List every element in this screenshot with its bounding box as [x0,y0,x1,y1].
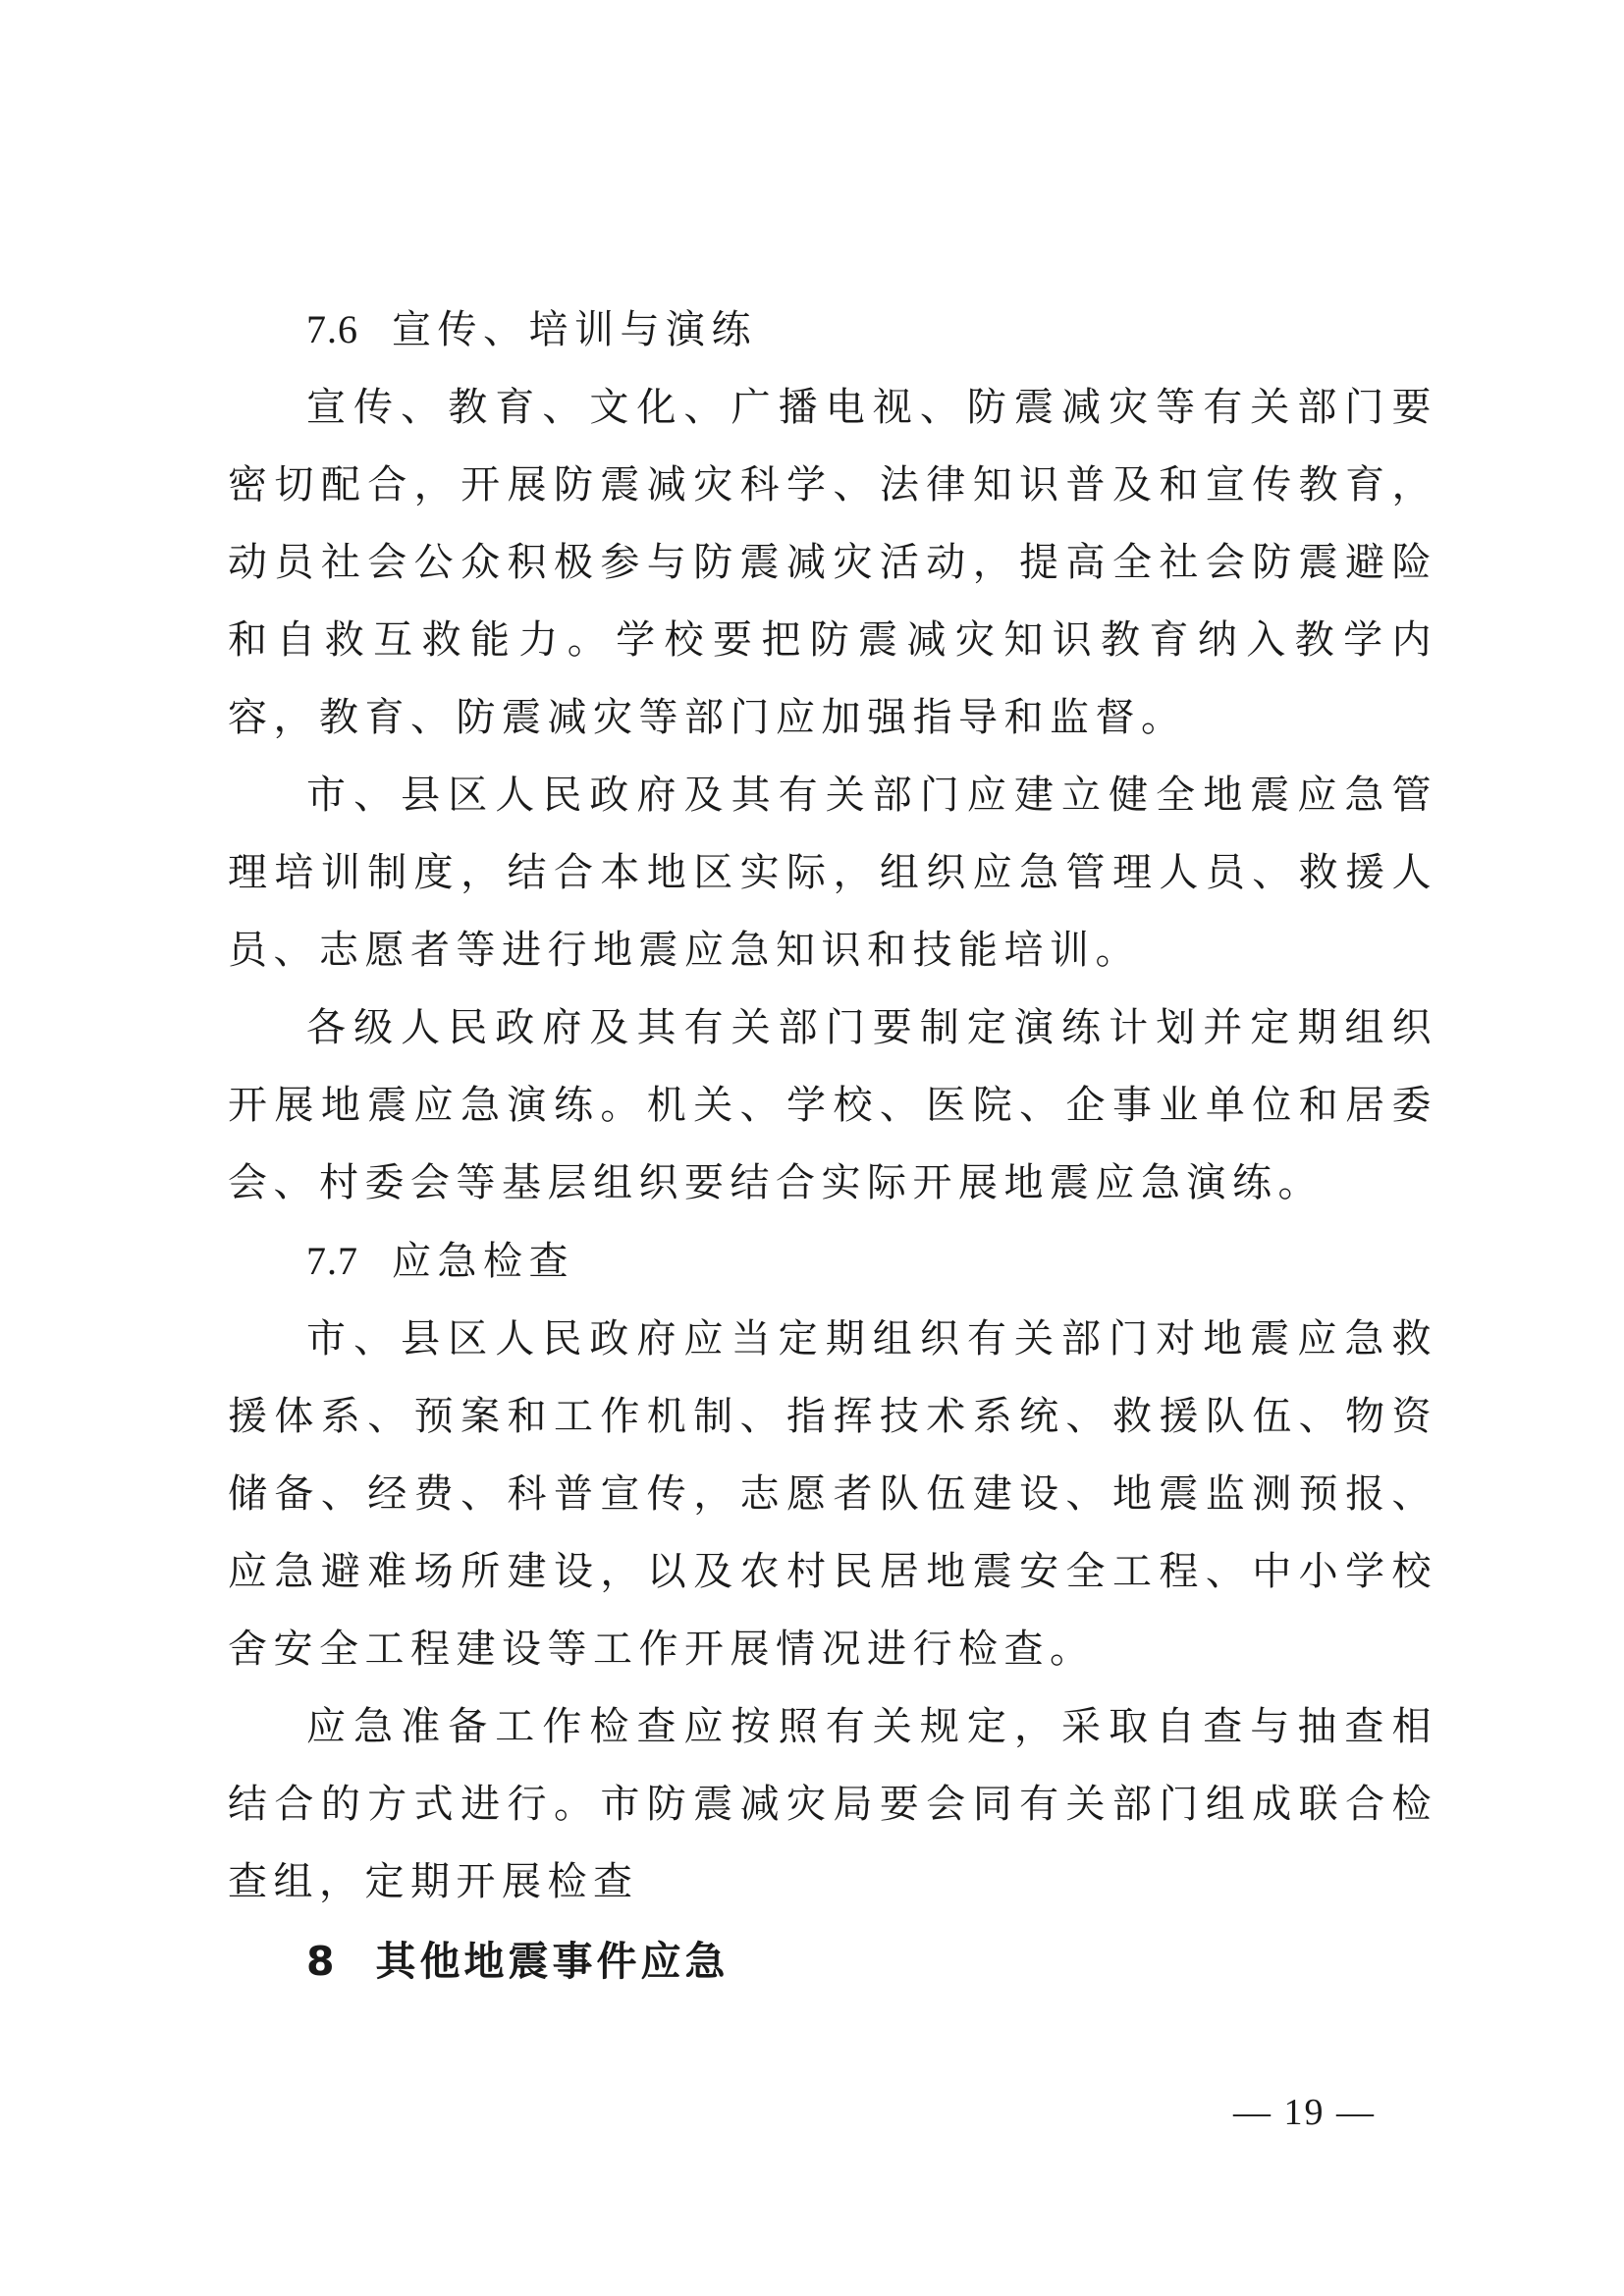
body-text [228,291,1437,2002]
paragraph: 市、县区人民政府应当定期组织有关部门对地震应急救援体系、预案和工作机制、指挥技术系统、救援队伍、物资储备、经费、科普宣传，志愿者队伍建设、地震监测预报、应急避难场所建设，以及农村民居地震安全工程、中小学校舍安全工程建设等工作开展情况进行检查。 [228,1316,1437,1672]
section-heading-7-6 [228,291,1437,369]
section-heading-7-7 [228,1222,1437,1301]
chapter-title: 其他地震事件应急 [375,1938,730,1985]
paragraph: 市、县区人民政府及其有关部门应建立健全地震应急管理培训制度，结合本地区实际，组织应急管理人员、救援人员、志愿者等进行地震应急知识和技能培训。 [228,773,1437,973]
paragraph: 应急准备工作检查应按照有关规定，采取自查与抽查相结合的方式进行。市防震减灾局要会同有关部门组成联合检查组，定期开展检查 [228,1704,1437,1904]
section-title: 宣传、培训与演练 [392,307,757,352]
section-number: 7.7 [306,1239,358,1283]
section-number: 7.6 [306,307,358,351]
section-title: 应急检查 [392,1239,574,1284]
page-number: — 19 — [1233,2092,1376,2133]
paragraph: 宣传、教育、文化、广播电视、防震减灾等有关部门要密切配合，开展防震减灾科学、法律知识普及和宣传教育，动员社会公众积极参与防震减灾活动，提高全社会防震避险和自救互救能力。学校要把防震减灾知识教育纳入教学内容，教育、防震减灾等部门应加强指导和监督。 [228,385,1437,740]
chapter-heading-8 [228,1921,1437,2002]
paragraph: 各级人民政府及其有关部门要制定演练计划并定期组织开展地震应急演练。机关、学校、医院、企事业单位和居委会、村委会等基层组织要结合实际开展地震应急演练。 [228,1005,1437,1205]
chapter-number: 8 [306,1938,339,1985]
